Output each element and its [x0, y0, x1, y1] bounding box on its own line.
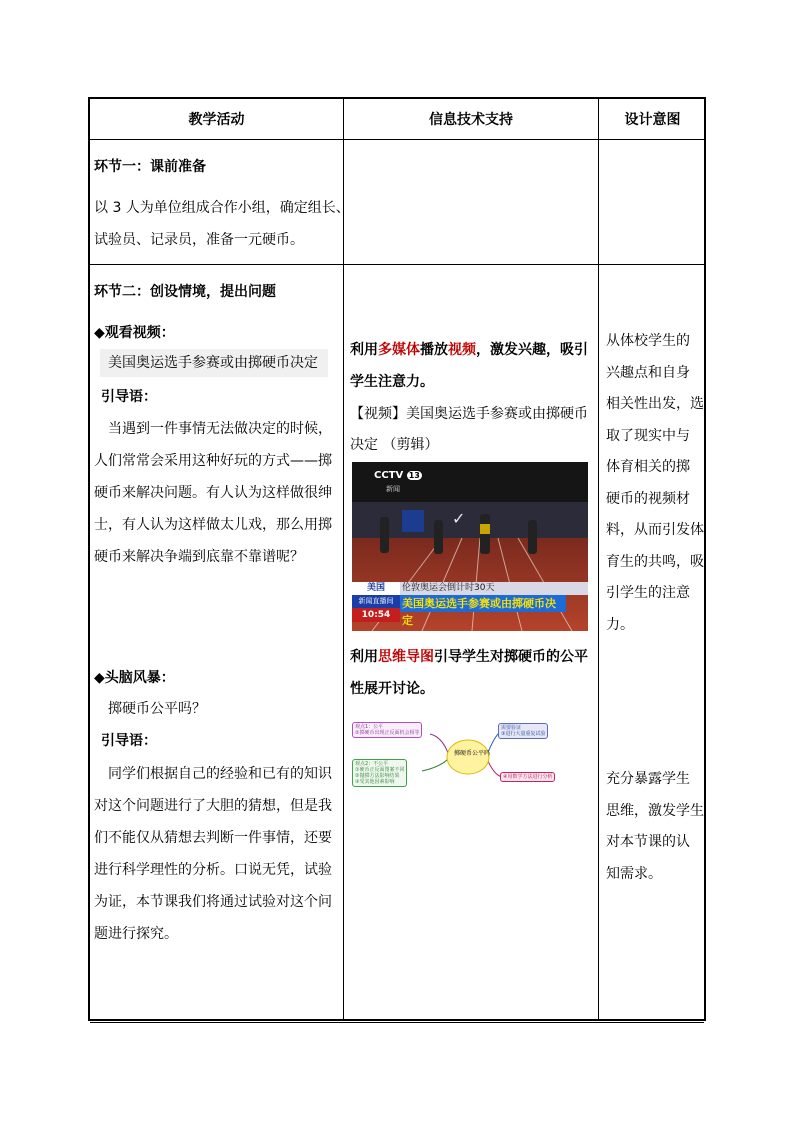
guide-line: 们不能仅从猜想去判断一件事情，还要	[94, 830, 332, 846]
country-label: 美国	[352, 582, 400, 595]
guide-line: 同学们根据自己的经验和已有的知识	[108, 766, 332, 782]
design-intent-line: 知需求。	[606, 865, 662, 882]
guide-line: 题进行探究。	[94, 926, 178, 942]
design-intent-line: 对本节课的认	[606, 834, 690, 850]
section1-line: 试验员、记录员，准备一元硬币。	[94, 232, 304, 248]
countdown-label: 伦敦奥运会倒计时30天	[400, 582, 588, 595]
design-intent-line: 相关性出发，选	[606, 396, 704, 412]
mind-map-text: ③进行大量重复试验	[501, 731, 546, 737]
mind-map-text: 观点2：不公平	[355, 761, 389, 767]
cctv-logo-text: CCTV	[374, 470, 404, 481]
guide-line: 人们常常会采用这种好玩的方式——掷	[94, 453, 332, 469]
row-divider	[90, 139, 704, 140]
guide-line: 当遇到一件事情无法做决定的时候，	[108, 421, 332, 437]
design-intent-line: 引学生的注意	[606, 585, 690, 601]
tech-highlight: 视频	[448, 342, 476, 358]
mind-map-node	[352, 759, 407, 787]
design-intent-line: 硬币的视频材	[606, 490, 690, 507]
row-divider	[90, 264, 704, 265]
mindmap-line-1	[350, 649, 588, 665]
tech-text: ，激发兴趣，吸引	[476, 342, 588, 358]
mind-map-text: ①硬币正反面图案不同	[355, 767, 405, 773]
watch-video-heading: ◆观看视频：	[94, 325, 175, 341]
tech-highlight: 多媒体	[378, 342, 420, 358]
section1-line: 以 3 人为单位组成合作小组，确定组长、	[94, 200, 350, 216]
mind-map-text: ②掷硬币出现正反面机会相等	[355, 730, 420, 736]
channel-number: 13	[408, 471, 420, 480]
news-time: 10:54	[352, 608, 400, 622]
video-title-box	[100, 349, 328, 377]
design-intent-line: 取了现实中与	[606, 427, 690, 444]
tech-highlight: 思维导图	[378, 649, 434, 665]
design-intent-line: 育生的共鸣，吸	[606, 553, 704, 570]
design-intent-line: 从体校学生的	[606, 333, 690, 349]
tech-text: 利用	[350, 649, 378, 665]
design-intent-line: 体育相关的掷	[606, 459, 690, 475]
header-it-support: 信息技术支持	[429, 112, 513, 128]
mind-map-text: 需要验证	[501, 725, 522, 731]
mindmap-line-2: 性展开讨论。	[350, 681, 434, 697]
header-teaching-activity: 教学活动	[188, 112, 245, 128]
tech-line-2: 学生注意力。	[350, 374, 434, 390]
guide-line: 硬币来解决争端到底靠不靠谱呢？	[94, 549, 304, 565]
brainstorm-heading: ◆头脑风暴：	[94, 670, 175, 686]
svg-text:✓: ✓	[452, 509, 466, 528]
video-caption: 【视频】美国奥运选手参赛或由掷硬币	[350, 406, 588, 422]
guide-line: 士，有人认为这样做太儿戏，那么用掷	[94, 517, 332, 533]
guide-heading: 引导语：	[101, 733, 157, 749]
guide-line: 硬币来解决问题。有人认为这样做很绅	[94, 485, 332, 501]
mind-map-text: ②抛掷方法影响结果	[355, 773, 400, 779]
column-divider	[343, 99, 344, 1019]
mind-map-text: 观点1：公平	[355, 724, 384, 730]
mind-map	[352, 717, 572, 792]
lesson-table	[88, 97, 706, 1021]
mind-map-text: ③受其他因素影响	[355, 779, 395, 785]
news-headline: 美国奥运选手参赛或由掷硬币决定	[400, 595, 566, 612]
brainstorm-question: 掷硬币公平吗？	[108, 701, 206, 717]
tech-line-1	[350, 342, 588, 358]
design-intent-line: 料，从而引发体	[606, 522, 704, 538]
mind-map-node	[352, 722, 422, 738]
guide-line: 为证，本节课我们将通过试验对这个问	[94, 894, 332, 910]
mind-map-center: 掷硬币公平吗	[454, 750, 491, 757]
video-caption: 决定 （剪辑）	[350, 437, 439, 453]
design-intent-line: 思维，激发学生	[606, 802, 704, 819]
guide-line: 进行科学理性的分析。口说无凭，试验	[94, 862, 332, 878]
guide-line: 对这个问题进行了大胆的猜想，但是我	[94, 798, 332, 814]
section2-title: 环节二：创设情境，提出问题	[94, 284, 276, 300]
section1-title: 环节一：课前准备	[94, 159, 206, 175]
cctv-logo	[374, 470, 422, 481]
design-intent-line: 兴趣点和自身	[606, 364, 690, 381]
tech-text: 引导学生对掷硬币的公平	[434, 649, 588, 665]
news-tag: 新闻直播间	[352, 595, 400, 608]
guide-heading: 引导语：	[101, 389, 157, 405]
video-title: 美国奥运选手参赛或由掷硬币决定	[108, 355, 318, 371]
mind-map-node	[498, 723, 548, 739]
tech-text: 播放	[420, 342, 448, 358]
design-intent-line: 力。	[606, 616, 634, 633]
tech-text: 利用	[350, 342, 378, 358]
mind-map-node: ④用数学方法进行分析	[500, 772, 555, 782]
news-sub: 新闻	[386, 485, 400, 493]
header-design-intent: 设计意图	[624, 112, 681, 128]
design-intent-line: 充分暴露学生	[606, 771, 690, 787]
video-still-image	[352, 462, 588, 631]
column-divider	[598, 99, 599, 1019]
